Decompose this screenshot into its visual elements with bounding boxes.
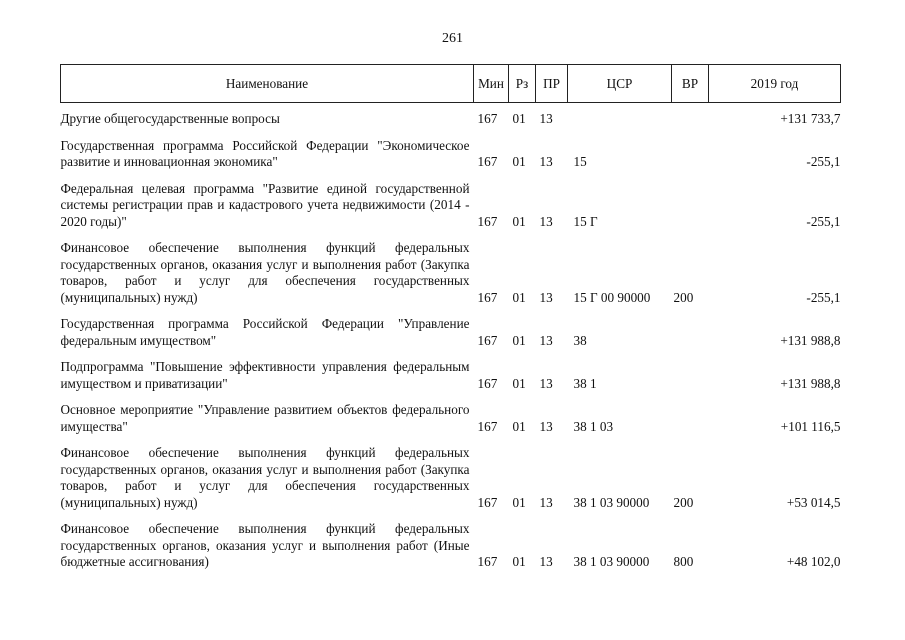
row-min: 167 — [477, 375, 498, 391]
page-number: 261 — [442, 31, 463, 46]
row-csr: 38 — [573, 332, 587, 348]
row-csr: 38 1 03 — [573, 418, 614, 434]
header-min: Мин — [474, 65, 509, 103]
row-vr: 200 — [673, 289, 694, 305]
row-pr: 13 — [539, 154, 553, 169]
row-amount: -255,1 — [806, 154, 841, 169]
row-csr: 38 1 03 90000 — [573, 554, 650, 569]
table-row — [61, 349, 841, 392]
row-name: Финансовое обеспечение выполнения функций федеральных государственных органов, оказания услуг и выполнения работ (Иные бюджетные ассигнования) — [60, 521, 470, 569]
row-vr — [672, 103, 709, 128]
row-min: 167 — [477, 213, 498, 229]
header-name: Наименование — [61, 65, 474, 103]
row-pr: 13 — [539, 332, 553, 348]
row-amount: +131 733,7 — [780, 111, 841, 126]
row-name: Другие общегосударственные вопросы — [60, 111, 280, 126]
row-rz: 01 — [512, 213, 526, 229]
row-csr — [568, 103, 672, 128]
row-vr: 200 — [673, 494, 694, 510]
row-pr: 13 — [539, 213, 553, 229]
row-min: 167 — [477, 332, 498, 348]
row-name: Финансовое обеспечение выполнения функций федеральных государственных органов, оказания услуг и выполнения работ (Закупка товаров, работ и услуг для обеспечения государственных (муниципальных) нужд) — [60, 240, 470, 305]
row-pr: 13 — [539, 375, 553, 391]
row-rz: 01 — [512, 332, 526, 348]
row-min: 167 — [477, 554, 498, 569]
row-amount: -255,1 — [806, 213, 841, 229]
row-csr: 38 1 — [573, 375, 597, 391]
row-vr — [672, 349, 709, 392]
header-amount: 2019 год — [709, 65, 841, 103]
row-rz: 01 — [512, 111, 526, 126]
header-pr: ПР — [536, 65, 568, 103]
row-min: 167 — [477, 494, 498, 510]
row-amount: +131 988,8 — [780, 375, 841, 391]
row-pr: 13 — [539, 418, 553, 434]
row-amount: -255,1 — [806, 289, 841, 305]
header-rz: Рз — [509, 65, 536, 103]
row-csr: 15 Г — [573, 213, 598, 229]
row-rz: 01 — [512, 418, 526, 434]
row-pr: 13 — [539, 494, 553, 510]
row-vr — [672, 392, 709, 435]
row-min: 167 — [477, 418, 498, 434]
row-name: Государственная программа Российской Федерации "Управление федеральным имуществом" — [60, 316, 470, 348]
row-vr — [672, 306, 709, 349]
header-csr: ЦСР — [568, 65, 672, 103]
table-header — [61, 65, 841, 103]
row-amount: +131 988,8 — [780, 332, 841, 348]
table-row — [61, 128, 841, 171]
row-vr: 800 — [673, 554, 694, 569]
row-name: Основное мероприятие "Управление развитием объектов федерального имущества" — [60, 402, 470, 434]
row-csr: 15 — [573, 154, 587, 169]
row-pr: 13 — [539, 111, 553, 126]
row-pr: 13 — [539, 554, 553, 569]
header-vr: ВР — [672, 65, 709, 103]
row-amount: +101 116,5 — [780, 418, 841, 434]
row-rz: 01 — [512, 154, 526, 169]
table-row — [61, 511, 841, 571]
row-rz: 01 — [512, 554, 526, 569]
row-min: 167 — [477, 111, 498, 126]
table-row — [61, 435, 841, 511]
row-vr — [672, 171, 709, 231]
row-amount: +53 014,5 — [786, 494, 841, 510]
row-vr — [672, 128, 709, 171]
budget-table — [60, 64, 841, 571]
table-row — [61, 103, 841, 128]
row-name: Подпрограмма "Повышение эффективности управления федеральным имуществом и приватизации" — [60, 359, 470, 391]
table-row — [61, 306, 841, 349]
row-min: 167 — [477, 154, 498, 169]
table-row — [61, 230, 841, 306]
row-csr: 15 Г 00 90000 — [573, 289, 651, 305]
row-rz: 01 — [512, 289, 526, 305]
row-name: Федеральная целевая программа "Развитие единой государственной системы регистрации прав и кадастрового учета недвижимости (2014 - 2020 годы)" — [60, 180, 470, 229]
table-row — [61, 171, 841, 231]
table-row — [61, 392, 841, 435]
row-pr: 13 — [539, 289, 553, 305]
row-rz: 01 — [512, 375, 526, 391]
row-csr: 38 1 03 90000 — [573, 494, 650, 510]
row-name: Государственная программа Российской Федерации "Экономическое развитие и инновационная экономика" — [60, 137, 470, 169]
row-min: 167 — [477, 289, 498, 305]
row-amount: +48 102,0 — [786, 554, 841, 569]
row-rz: 01 — [512, 494, 526, 510]
row-name: Финансовое обеспечение выполнения функций федеральных государственных органов, оказания услуг и выполнения работ (Закупка товаров, работ и услуг для обеспечения государственных (муниципальных) нужд) — [60, 445, 470, 510]
